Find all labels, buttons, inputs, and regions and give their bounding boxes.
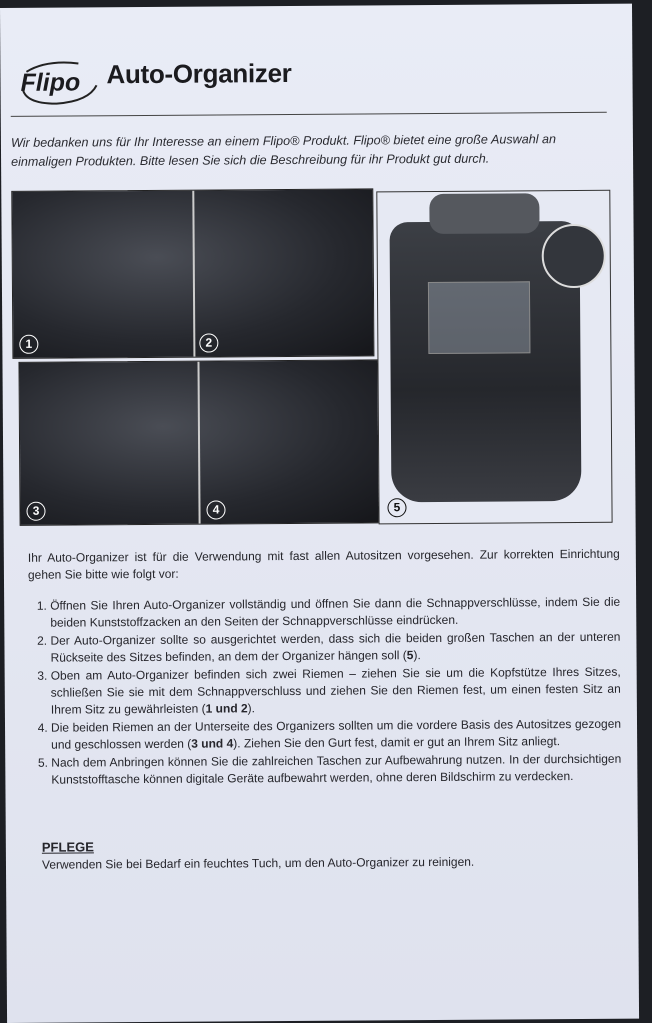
step-ref: 3 und 4 bbox=[191, 736, 234, 751]
step-text: ). bbox=[413, 648, 421, 663]
flipo-logo bbox=[16, 57, 100, 106]
care-heading: PFLEGE bbox=[41, 839, 94, 855]
step-text: Oben am Auto-Organizer befinden sich zwei Riemen – ziehen Sie sie um die Kopfstütze Ihres Sitzes, schließen Sie sie mit dem Schnappverschluss und ziehen Sie den Riemen fest, um einen festen Sitz an Ihrem Sitz zu gewährleisten ( bbox=[50, 664, 621, 717]
intro-text: Wir bedanken uns für Ihr Interesse an einem Flipo® Produkt. Flipo® bietet eine große Auswahl an einmaligen Produkten. Bitte lesen Sie sich die Beschreibung für ihr Produkt gut durch. bbox=[10, 132, 557, 169]
photo-steps-1-2 bbox=[11, 188, 374, 359]
figure-label-3: 3 bbox=[26, 502, 45, 521]
usage-section bbox=[28, 546, 622, 790]
step-text: Die beiden Riemen an der Unterseite des Organizers sollten um die vordere Basis des Autositzes gezogen und geschlossen werden ( bbox=[50, 716, 622, 752]
photo-step-5 bbox=[376, 190, 612, 525]
step-item bbox=[50, 629, 620, 667]
step-text: ). bbox=[247, 701, 256, 716]
svg-text:Flipo: Flipo bbox=[20, 68, 81, 97]
photo-steps-3-4 bbox=[18, 359, 379, 526]
headrest-image bbox=[429, 193, 539, 234]
step-text: Nach dem Anbringen können Sie die zahlreichen Taschen zur Aufbewahrung nutzen. In der durchsichtigen Kunststofftasche können digitale Geräte aufbewahrt werden, ohne deren Bildschirm zu verdecken. bbox=[51, 751, 622, 787]
instruction-sheet bbox=[0, 4, 639, 1023]
figure-label-4: 4 bbox=[206, 500, 225, 519]
figure-label-5: 5 bbox=[387, 498, 406, 517]
step-ref: 1 und 2 bbox=[205, 701, 248, 716]
divider bbox=[11, 112, 607, 117]
step-item bbox=[51, 751, 621, 789]
step-item bbox=[50, 594, 620, 632]
step-ref: 5 bbox=[406, 648, 414, 663]
page-title: Auto-Organizer bbox=[106, 57, 292, 90]
figure-label-2: 2 bbox=[199, 333, 218, 352]
figure-label-1: 1 bbox=[19, 335, 38, 354]
detail-inset bbox=[542, 224, 606, 288]
steps-list bbox=[28, 594, 621, 789]
care-text: Verwenden Sie bei Bedarf ein feuchtes Tuch, um den Auto-Organizer zu reinigen. bbox=[41, 854, 475, 872]
step-item bbox=[51, 664, 621, 719]
clear-pocket-image bbox=[428, 281, 531, 354]
step-text: ). Ziehen Sie den Gurt fest, damit er gut an Ihrem Sitz anliegt. bbox=[233, 734, 561, 751]
step-text: Öffnen Sie Ihren Auto-Organizer vollständig und öffnen Sie dann die Schnappverschlüsse, indem Sie die beiden Kunststoffzacken an den Seiten der Schnappverschlüsse eindrücken. bbox=[50, 594, 621, 630]
usage-lead: Ihr Auto-Organizer ist für die Verwendung mit fast allen Autositzen vorgesehen. Zur korrekten Einrichtung gehen Sie bitte wie folgt vor: bbox=[27, 546, 620, 582]
step-item bbox=[51, 716, 621, 754]
step-text: Der Auto-Organizer sollte so ausgerichtet werden, dass sich die beiden großen Taschen an der unteren Rückseite des Sitzes befinden, an dem der Organizer hängen soll ( bbox=[50, 629, 621, 665]
